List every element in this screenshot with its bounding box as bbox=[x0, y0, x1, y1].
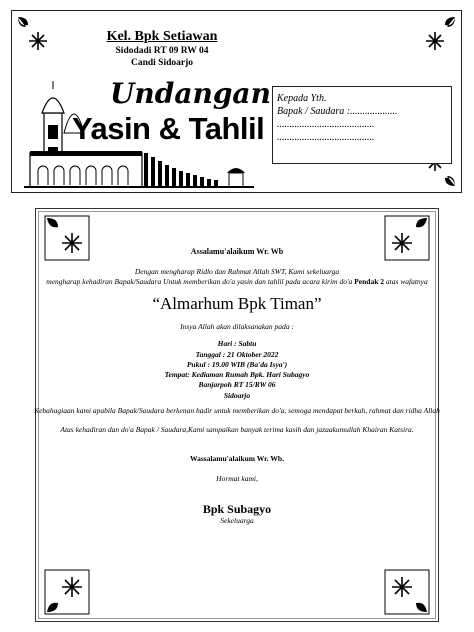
event-date: Tanggal : 21 Oktober 2022 bbox=[195, 350, 279, 359]
address-line: Candi Sidoarjo bbox=[130, 58, 194, 68]
signer-family: Sekeluarga bbox=[220, 516, 254, 525]
paragraph-text: atas wafatnya bbox=[385, 277, 428, 286]
deceased-name: “Almarhum Bpk Timan” bbox=[152, 294, 322, 313]
recipient-box bbox=[272, 86, 452, 164]
signer-name: Bpk Subagyo bbox=[202, 502, 272, 516]
corner-ornament-icon bbox=[44, 569, 90, 615]
opening-greeting: Assalamu'alaikum Wr. Wb bbox=[190, 247, 284, 256]
event-address: Banjarpoh RT 15/RW 06 bbox=[198, 380, 276, 389]
recipient-address-line: ....................................... bbox=[277, 132, 375, 143]
family-name: Kel. Bpk Setiawan bbox=[106, 29, 218, 44]
event-time: Pukul : 19.00 WIB (Ba'da Isya') bbox=[186, 360, 288, 369]
paragraph-text: mengharap kehadiran Bapak/Saudara Untuk memberikan do'a yasin dan tahlil pada acara kirim do'a bbox=[46, 277, 353, 286]
closing-greeting: Wassalamu'alaikum Wr. Wb. bbox=[190, 454, 284, 463]
paragraph-line: Kebahagiaan kami apabila Bapak/Saudara berkenan hadir untuk memberikan do'a, semoga mendapat berkah, rahmat dan ridha Allah bbox=[34, 406, 440, 415]
event-place: Tempat: Kediaman Rumah Bpk. Hari Subagyo bbox=[164, 370, 310, 379]
corner-ornament-icon bbox=[16, 15, 56, 55]
corner-ornament-icon bbox=[417, 15, 457, 55]
corner-ornament-icon bbox=[384, 569, 430, 615]
recipient-name-line: Bapak / Saudara :................... bbox=[277, 106, 398, 117]
address-line: Sidodadi RT 09 RW 04 bbox=[115, 46, 209, 56]
envelope-card bbox=[11, 10, 462, 193]
paragraph-line: Dengan mengharap Ridlo dan Rahmat Allah SWT, Kami sekeluarga bbox=[134, 267, 340, 276]
event-day: Hari : Sabtu bbox=[217, 339, 257, 348]
recipient-address-line: ....................................... bbox=[277, 119, 375, 130]
paragraph-line: Atas kehadiran dan do'a Bapak / Saudara,Kami sampaikan banyak terima kasih dan jazaakumullah Khairan Katsira. bbox=[60, 425, 414, 434]
event-address: Sidoarjo bbox=[223, 391, 251, 400]
invitation-subtitle: Yasin & Tahlil bbox=[72, 111, 265, 146]
recipient-label: Kepada Yth. bbox=[277, 93, 327, 104]
invitation-title: Undangan bbox=[110, 77, 271, 110]
paragraph-line bbox=[0, 277, 474, 286]
event-name: Pendak 2 bbox=[354, 277, 384, 286]
regards-text: Hormat kami, bbox=[216, 474, 258, 483]
schedule-intro: Insya Allah akan dilaksanakan pada : bbox=[180, 322, 294, 331]
